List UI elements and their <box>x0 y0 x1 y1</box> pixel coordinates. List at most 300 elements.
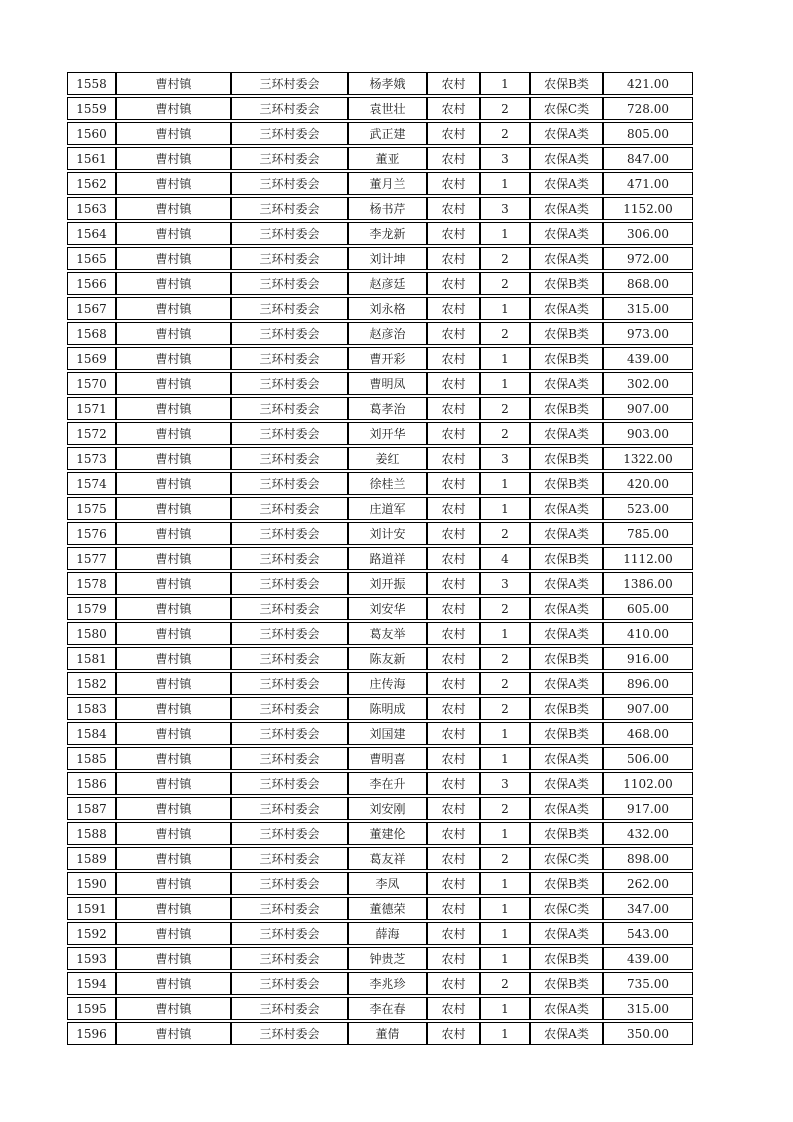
table-row <box>67 147 693 170</box>
cell-serial: 1564 <box>67 222 116 245</box>
cell-amount: 898.00 <box>603 847 693 870</box>
cell-village: 三环村委会 <box>231 222 348 245</box>
cell-serial: 1596 <box>67 1022 116 1045</box>
cell-village: 三环村委会 <box>231 772 348 795</box>
cell-name: 曹开彩 <box>348 347 427 370</box>
cell-insurance-type: 农保B类 <box>530 972 603 995</box>
cell-name: 庄传海 <box>348 672 427 695</box>
cell-serial: 1573 <box>67 447 116 470</box>
cell-amount: 543.00 <box>603 922 693 945</box>
cell-count: 1 <box>480 622 530 645</box>
cell-count: 1 <box>480 347 530 370</box>
cell-serial: 1560 <box>67 122 116 145</box>
cell-serial: 1571 <box>67 397 116 420</box>
cell-amount: 302.00 <box>603 372 693 395</box>
cell-name: 董倩 <box>348 1022 427 1045</box>
cell-insurance-type: 农保B类 <box>530 272 603 295</box>
table-row <box>67 522 693 545</box>
cell-amount: 306.00 <box>603 222 693 245</box>
cell-insurance-type: 农保A类 <box>530 672 603 695</box>
cell-category: 农村 <box>427 622 480 645</box>
cell-amount: 847.00 <box>603 147 693 170</box>
cell-insurance-type: 农保A类 <box>530 797 603 820</box>
cell-count: 1 <box>480 722 530 745</box>
cell-village: 三环村委会 <box>231 197 348 220</box>
cell-name: 陈友新 <box>348 647 427 670</box>
table-row <box>67 997 693 1020</box>
cell-insurance-type: 农保A类 <box>530 522 603 545</box>
cell-village: 三环村委会 <box>231 872 348 895</box>
cell-village: 三环村委会 <box>231 497 348 520</box>
cell-amount: 420.00 <box>603 472 693 495</box>
cell-count: 1 <box>480 872 530 895</box>
cell-name: 薛海 <box>348 922 427 945</box>
table-row <box>67 1022 693 1045</box>
cell-serial: 1587 <box>67 797 116 820</box>
cell-count: 2 <box>480 972 530 995</box>
cell-insurance-type: 农保B类 <box>530 872 603 895</box>
table-row <box>67 772 693 795</box>
cell-count: 2 <box>480 422 530 445</box>
cell-category: 农村 <box>427 697 480 720</box>
cell-amount: 1112.00 <box>603 547 693 570</box>
cell-village: 三环村委会 <box>231 172 348 195</box>
cell-name: 刘开华 <box>348 422 427 445</box>
cell-amount: 468.00 <box>603 722 693 745</box>
table-row <box>67 922 693 945</box>
cell-insurance-type: 农保B类 <box>530 472 603 495</box>
cell-village: 三环村委会 <box>231 822 348 845</box>
cell-insurance-type: 农保A类 <box>530 922 603 945</box>
cell-serial: 1572 <box>67 422 116 445</box>
cell-amount: 868.00 <box>603 272 693 295</box>
cell-category: 农村 <box>427 572 480 595</box>
cell-count: 1 <box>480 747 530 770</box>
cell-village: 三环村委会 <box>231 647 348 670</box>
cell-category: 农村 <box>427 147 480 170</box>
cell-insurance-type: 农保A类 <box>530 772 603 795</box>
table-row <box>67 172 693 195</box>
cell-town: 曹村镇 <box>116 322 231 345</box>
cell-insurance-type: 农保A类 <box>530 572 603 595</box>
cell-amount: 896.00 <box>603 672 693 695</box>
cell-name: 刘计安 <box>348 522 427 545</box>
cell-category: 农村 <box>427 547 480 570</box>
table-row <box>67 647 693 670</box>
cell-serial: 1577 <box>67 547 116 570</box>
cell-town: 曹村镇 <box>116 922 231 945</box>
cell-village: 三环村委会 <box>231 147 348 170</box>
cell-serial: 1566 <box>67 272 116 295</box>
cell-amount: 917.00 <box>603 797 693 820</box>
cell-town: 曹村镇 <box>116 847 231 870</box>
cell-serial: 1580 <box>67 622 116 645</box>
cell-amount: 903.00 <box>603 422 693 445</box>
cell-count: 1 <box>480 822 530 845</box>
cell-insurance-type: 农保A类 <box>530 222 603 245</box>
cell-name: 李在升 <box>348 772 427 795</box>
cell-count: 3 <box>480 572 530 595</box>
cell-serial: 1585 <box>67 747 116 770</box>
cell-count: 2 <box>480 272 530 295</box>
table-row <box>67 547 693 570</box>
cell-name: 董德荣 <box>348 897 427 920</box>
cell-town: 曹村镇 <box>116 297 231 320</box>
cell-town: 曹村镇 <box>116 222 231 245</box>
cell-village: 三环村委会 <box>231 597 348 620</box>
table-row <box>67 397 693 420</box>
cell-category: 农村 <box>427 397 480 420</box>
cell-category: 农村 <box>427 472 480 495</box>
cell-category: 农村 <box>427 72 480 95</box>
cell-count: 2 <box>480 672 530 695</box>
cell-category: 农村 <box>427 947 480 970</box>
cell-serial: 1569 <box>67 347 116 370</box>
cell-town: 曹村镇 <box>116 397 231 420</box>
cell-town: 曹村镇 <box>116 822 231 845</box>
cell-count: 2 <box>480 697 530 720</box>
cell-insurance-type: 农保B类 <box>530 347 603 370</box>
cell-town: 曹村镇 <box>116 347 231 370</box>
cell-town: 曹村镇 <box>116 372 231 395</box>
cell-count: 4 <box>480 547 530 570</box>
cell-category: 农村 <box>427 122 480 145</box>
table-row <box>67 747 693 770</box>
cell-village: 三环村委会 <box>231 397 348 420</box>
cell-village: 三环村委会 <box>231 722 348 745</box>
table-row <box>67 572 693 595</box>
cell-name: 李凤 <box>348 872 427 895</box>
table-row <box>67 947 693 970</box>
cell-insurance-type: 农保A类 <box>530 172 603 195</box>
cell-village: 三环村委会 <box>231 472 348 495</box>
cell-serial: 1591 <box>67 897 116 920</box>
cell-town: 曹村镇 <box>116 497 231 520</box>
cell-town: 曹村镇 <box>116 547 231 570</box>
cell-town: 曹村镇 <box>116 697 231 720</box>
cell-serial: 1576 <box>67 522 116 545</box>
cell-amount: 1152.00 <box>603 197 693 220</box>
cell-village: 三环村委会 <box>231 447 348 470</box>
cell-serial: 1568 <box>67 322 116 345</box>
cell-town: 曹村镇 <box>116 447 231 470</box>
cell-category: 农村 <box>427 972 480 995</box>
cell-count: 1 <box>480 297 530 320</box>
cell-serial: 1589 <box>67 847 116 870</box>
cell-amount: 907.00 <box>603 697 693 720</box>
cell-name: 刘开振 <box>348 572 427 595</box>
cell-amount: 439.00 <box>603 347 693 370</box>
cell-count: 3 <box>480 197 530 220</box>
cell-category: 农村 <box>427 647 480 670</box>
cell-count: 1 <box>480 372 530 395</box>
cell-serial: 1559 <box>67 97 116 120</box>
cell-name: 葛友祥 <box>348 847 427 870</box>
table-row <box>67 622 693 645</box>
cell-serial: 1567 <box>67 297 116 320</box>
table-row <box>67 822 693 845</box>
cell-amount: 1386.00 <box>603 572 693 595</box>
cell-insurance-type: 农保B类 <box>530 397 603 420</box>
cell-amount: 262.00 <box>603 872 693 895</box>
cell-count: 1 <box>480 222 530 245</box>
cell-amount: 916.00 <box>603 647 693 670</box>
cell-serial: 1561 <box>67 147 116 170</box>
cell-village: 三环村委会 <box>231 922 348 945</box>
cell-count: 2 <box>480 847 530 870</box>
cell-name: 庄道军 <box>348 497 427 520</box>
cell-category: 农村 <box>427 497 480 520</box>
cell-name: 葛友举 <box>348 622 427 645</box>
cell-town: 曹村镇 <box>116 997 231 1020</box>
cell-count: 2 <box>480 247 530 270</box>
cell-amount: 347.00 <box>603 897 693 920</box>
cell-village: 三环村委会 <box>231 72 348 95</box>
cell-name: 陈明成 <box>348 697 427 720</box>
cell-name: 曹明凤 <box>348 372 427 395</box>
cell-category: 农村 <box>427 272 480 295</box>
cell-town: 曹村镇 <box>116 122 231 145</box>
cell-insurance-type: 农保B类 <box>530 947 603 970</box>
cell-insurance-type: 农保B类 <box>530 72 603 95</box>
cell-serial: 1593 <box>67 947 116 970</box>
cell-town: 曹村镇 <box>116 772 231 795</box>
cell-category: 农村 <box>427 347 480 370</box>
table-row <box>67 597 693 620</box>
table-row <box>67 347 693 370</box>
cell-village: 三环村委会 <box>231 972 348 995</box>
cell-count: 1 <box>480 172 530 195</box>
cell-serial: 1594 <box>67 972 116 995</box>
cell-count: 1 <box>480 897 530 920</box>
cell-amount: 439.00 <box>603 947 693 970</box>
cell-count: 2 <box>480 97 530 120</box>
cell-category: 农村 <box>427 1022 480 1045</box>
cell-village: 三环村委会 <box>231 997 348 1020</box>
cell-town: 曹村镇 <box>116 97 231 120</box>
cell-category: 农村 <box>427 897 480 920</box>
cell-count: 2 <box>480 322 530 345</box>
cell-count: 2 <box>480 597 530 620</box>
table-row <box>67 322 693 345</box>
cell-name: 刘安刚 <box>348 797 427 820</box>
cell-category: 农村 <box>427 597 480 620</box>
cell-serial: 1575 <box>67 497 116 520</box>
table-row <box>67 797 693 820</box>
cell-count: 2 <box>480 522 530 545</box>
table-row <box>67 72 693 95</box>
cell-name: 葛孝治 <box>348 397 427 420</box>
cell-count: 3 <box>480 772 530 795</box>
cell-village: 三环村委会 <box>231 122 348 145</box>
cell-category: 农村 <box>427 772 480 795</box>
cell-count: 3 <box>480 147 530 170</box>
cell-town: 曹村镇 <box>116 722 231 745</box>
cell-town: 曹村镇 <box>116 422 231 445</box>
cell-insurance-type: 农保B类 <box>530 822 603 845</box>
cell-town: 曹村镇 <box>116 72 231 95</box>
cell-amount: 605.00 <box>603 597 693 620</box>
cell-category: 农村 <box>427 722 480 745</box>
cell-category: 农村 <box>427 847 480 870</box>
cell-insurance-type: 农保B类 <box>530 447 603 470</box>
cell-serial: 1586 <box>67 772 116 795</box>
cell-serial: 1583 <box>67 697 116 720</box>
cell-category: 农村 <box>427 672 480 695</box>
cell-count: 2 <box>480 797 530 820</box>
cell-insurance-type: 农保B类 <box>530 697 603 720</box>
cell-amount: 315.00 <box>603 997 693 1020</box>
cell-village: 三环村委会 <box>231 947 348 970</box>
cell-insurance-type: 农保C类 <box>530 97 603 120</box>
table-row <box>67 222 693 245</box>
cell-town: 曹村镇 <box>116 522 231 545</box>
cell-serial: 1558 <box>67 72 116 95</box>
cell-count: 1 <box>480 997 530 1020</box>
cell-name: 董建伦 <box>348 822 427 845</box>
cell-insurance-type: 农保A类 <box>530 122 603 145</box>
cell-category: 农村 <box>427 197 480 220</box>
cell-serial: 1574 <box>67 472 116 495</box>
cell-insurance-type: 农保A类 <box>530 247 603 270</box>
table-row <box>67 497 693 520</box>
cell-amount: 973.00 <box>603 322 693 345</box>
cell-amount: 1322.00 <box>603 447 693 470</box>
cell-serial: 1582 <box>67 672 116 695</box>
cell-name: 路道祥 <box>348 547 427 570</box>
cell-name: 刘永格 <box>348 297 427 320</box>
cell-count: 1 <box>480 472 530 495</box>
cell-count: 2 <box>480 647 530 670</box>
cell-town: 曹村镇 <box>116 572 231 595</box>
cell-category: 农村 <box>427 372 480 395</box>
cell-insurance-type: 农保B类 <box>530 322 603 345</box>
cell-count: 1 <box>480 1022 530 1045</box>
cell-insurance-type: 农保A类 <box>530 147 603 170</box>
cell-insurance-type: 农保A类 <box>530 997 603 1020</box>
cell-serial: 1588 <box>67 822 116 845</box>
cell-village: 三环村委会 <box>231 747 348 770</box>
cell-name: 姜红 <box>348 447 427 470</box>
cell-village: 三环村委会 <box>231 672 348 695</box>
cell-name: 李在春 <box>348 997 427 1020</box>
cell-category: 农村 <box>427 322 480 345</box>
cell-insurance-type: 农保C类 <box>530 847 603 870</box>
cell-name: 赵彦治 <box>348 322 427 345</box>
cell-name: 董月兰 <box>348 172 427 195</box>
cell-insurance-type: 农保A类 <box>530 197 603 220</box>
cell-village: 三环村委会 <box>231 322 348 345</box>
cell-count: 1 <box>480 72 530 95</box>
cell-serial: 1581 <box>67 647 116 670</box>
cell-town: 曹村镇 <box>116 472 231 495</box>
table-row <box>67 847 693 870</box>
cell-village: 三环村委会 <box>231 897 348 920</box>
cell-insurance-type: 农保B类 <box>530 647 603 670</box>
table-row <box>67 97 693 120</box>
cell-serial: 1565 <box>67 247 116 270</box>
cell-name: 董亚 <box>348 147 427 170</box>
cell-amount: 785.00 <box>603 522 693 545</box>
cell-amount: 907.00 <box>603 397 693 420</box>
cell-town: 曹村镇 <box>116 797 231 820</box>
cell-category: 农村 <box>427 422 480 445</box>
cell-village: 三环村委会 <box>231 1022 348 1045</box>
cell-name: 刘安华 <box>348 597 427 620</box>
cell-village: 三环村委会 <box>231 272 348 295</box>
cell-village: 三环村委会 <box>231 422 348 445</box>
cell-amount: 421.00 <box>603 72 693 95</box>
cell-town: 曹村镇 <box>116 172 231 195</box>
table-row <box>67 672 693 695</box>
cell-insurance-type: 农保A类 <box>530 622 603 645</box>
cell-insurance-type: 农保B类 <box>530 547 603 570</box>
cell-serial: 1592 <box>67 922 116 945</box>
cell-insurance-type: 农保A类 <box>530 297 603 320</box>
cell-town: 曹村镇 <box>116 597 231 620</box>
table-row <box>67 872 693 895</box>
table-row <box>67 972 693 995</box>
cell-amount: 471.00 <box>603 172 693 195</box>
cell-town: 曹村镇 <box>116 897 231 920</box>
cell-count: 1 <box>480 497 530 520</box>
cell-name: 李兆珍 <box>348 972 427 995</box>
cell-amount: 350.00 <box>603 1022 693 1045</box>
cell-town: 曹村镇 <box>116 647 231 670</box>
cell-amount: 506.00 <box>603 747 693 770</box>
cell-name: 李龙新 <box>348 222 427 245</box>
cell-insurance-type: 农保A类 <box>530 747 603 770</box>
cell-count: 2 <box>480 397 530 420</box>
cell-amount: 315.00 <box>603 297 693 320</box>
cell-village: 三环村委会 <box>231 297 348 320</box>
cell-category: 农村 <box>427 922 480 945</box>
cell-town: 曹村镇 <box>116 622 231 645</box>
cell-amount: 735.00 <box>603 972 693 995</box>
cell-village: 三环村委会 <box>231 847 348 870</box>
cell-insurance-type: 农保C类 <box>530 897 603 920</box>
cell-name: 杨孝娥 <box>348 72 427 95</box>
cell-category: 农村 <box>427 297 480 320</box>
table-row <box>67 472 693 495</box>
cell-category: 农村 <box>427 522 480 545</box>
cell-name: 钟贵芝 <box>348 947 427 970</box>
cell-town: 曹村镇 <box>116 247 231 270</box>
cell-name: 杨书芹 <box>348 197 427 220</box>
cell-town: 曹村镇 <box>116 947 231 970</box>
table-row <box>67 122 693 145</box>
table-row <box>67 697 693 720</box>
cell-insurance-type: 农保A类 <box>530 422 603 445</box>
table-row <box>67 897 693 920</box>
cell-insurance-type: 农保A类 <box>530 497 603 520</box>
cell-category: 农村 <box>427 747 480 770</box>
cell-category: 农村 <box>427 172 480 195</box>
cell-category: 农村 <box>427 872 480 895</box>
cell-village: 三环村委会 <box>231 522 348 545</box>
cell-village: 三环村委会 <box>231 372 348 395</box>
payment-roster-table <box>67 70 693 1047</box>
cell-category: 农村 <box>427 222 480 245</box>
cell-amount: 728.00 <box>603 97 693 120</box>
cell-serial: 1579 <box>67 597 116 620</box>
cell-category: 农村 <box>427 447 480 470</box>
cell-insurance-type: 农保A类 <box>530 1022 603 1045</box>
cell-insurance-type: 农保B类 <box>530 722 603 745</box>
cell-serial: 1563 <box>67 197 116 220</box>
cell-town: 曹村镇 <box>116 272 231 295</box>
cell-name: 曹明喜 <box>348 747 427 770</box>
